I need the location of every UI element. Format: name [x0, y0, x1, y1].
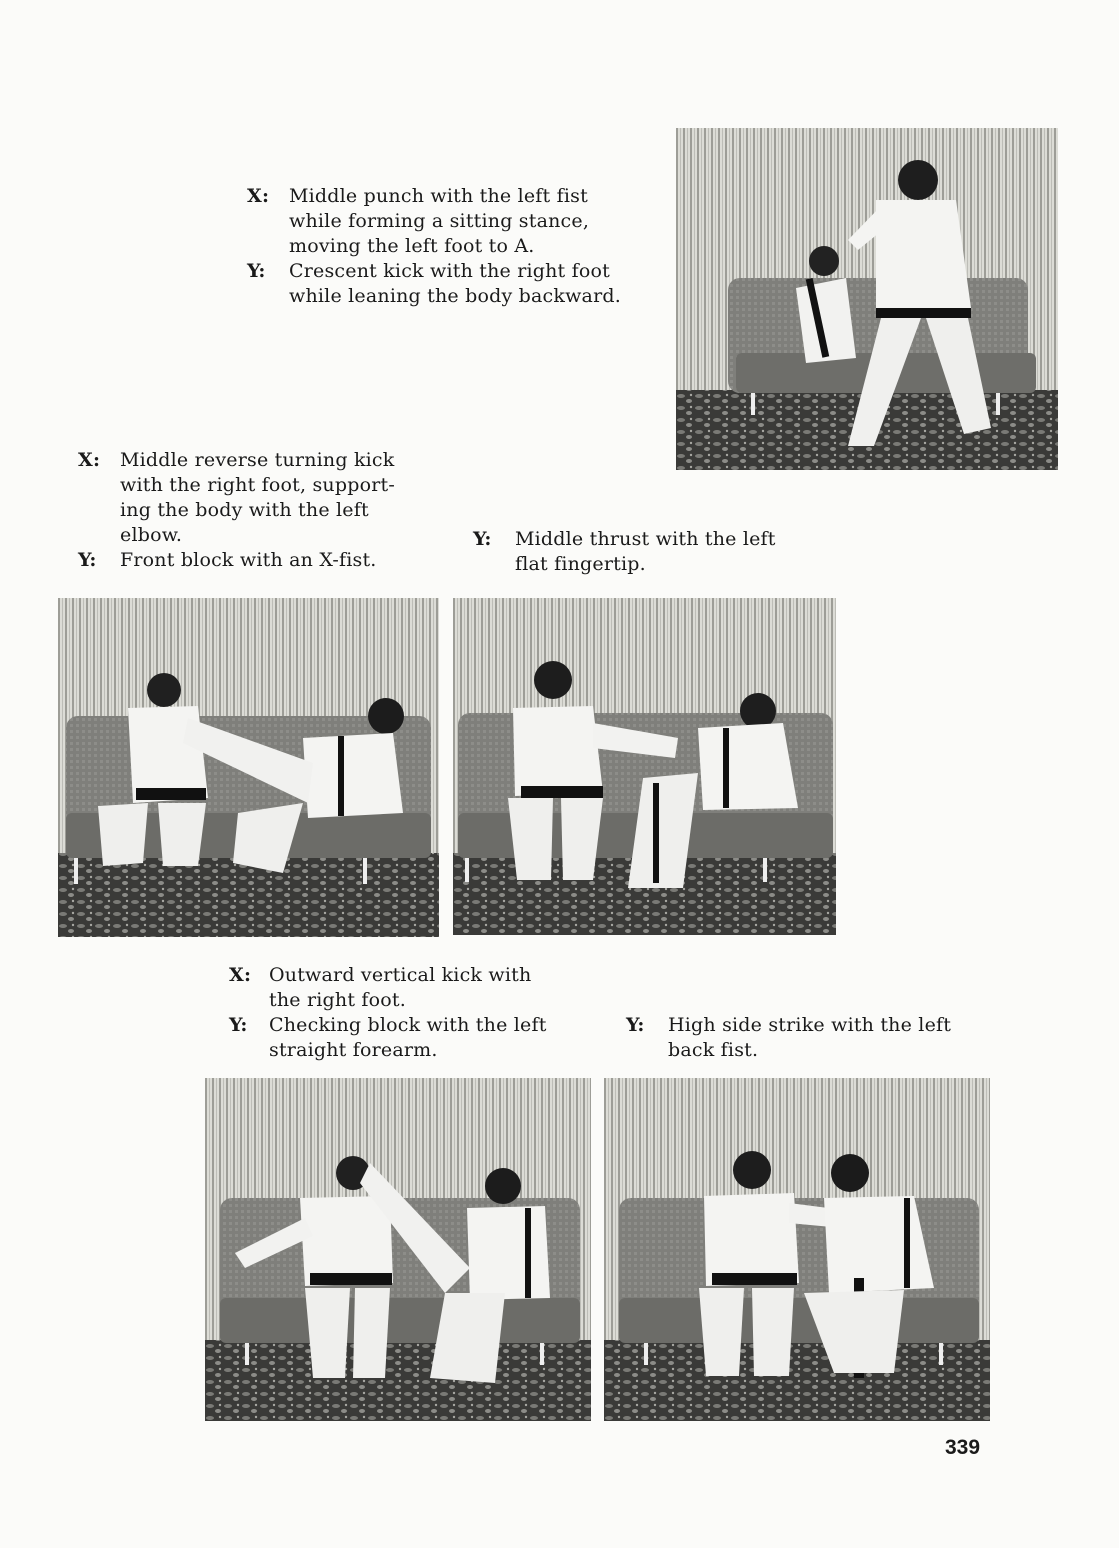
caption-line: elbow. — [120, 524, 183, 546]
x-label: X: — [247, 185, 270, 207]
photo-outward-vertical-kick — [205, 1078, 591, 1421]
caption-line: the right foot. — [269, 989, 406, 1011]
caption-1 — [247, 184, 647, 309]
caption-5 — [626, 1013, 986, 1063]
caption-2 — [78, 448, 423, 573]
caption-line: while leaning the body backward. — [289, 285, 621, 307]
caption-line: ing the body with the left — [120, 499, 369, 521]
photo-crescent-kick — [676, 128, 1058, 470]
page-number: 339 — [945, 1436, 981, 1459]
caption-line: Crescent kick with the right foot — [289, 260, 610, 282]
caption-line: Middle reverse turning kick — [120, 449, 395, 471]
photo-reverse-turning-kick — [58, 598, 439, 937]
caption-line: with the right foot, support- — [120, 474, 395, 496]
y-label: Y: — [229, 1014, 248, 1036]
caption-line: Outward vertical kick with — [269, 964, 532, 986]
x-label: X: — [229, 964, 252, 986]
caption-4 — [229, 963, 589, 1063]
x-label: X: — [78, 449, 101, 471]
caption-line: Middle thrust with the left — [515, 528, 776, 550]
caption-line: Front block with an X-fist. — [120, 549, 377, 571]
caption-line: moving the left foot to A. — [289, 235, 535, 257]
caption-line: Checking block with the left — [269, 1014, 547, 1036]
caption-line: back fist. — [668, 1039, 759, 1061]
photo-flat-fingertip-thrust — [453, 598, 836, 935]
caption-3 — [473, 527, 823, 577]
caption-line: flat fingertip. — [515, 553, 646, 575]
y-label: Y: — [78, 549, 97, 571]
caption-line: Middle punch with the left fist — [289, 185, 588, 207]
caption-line: straight forearm. — [269, 1039, 438, 1061]
y-label: Y: — [473, 528, 492, 550]
photo-back-fist-strike — [604, 1078, 990, 1421]
caption-line: while forming a sitting stance, — [289, 210, 590, 232]
caption-line: High side strike with the left — [668, 1014, 952, 1036]
y-label: Y: — [247, 260, 266, 282]
y-label: Y: — [626, 1014, 645, 1036]
